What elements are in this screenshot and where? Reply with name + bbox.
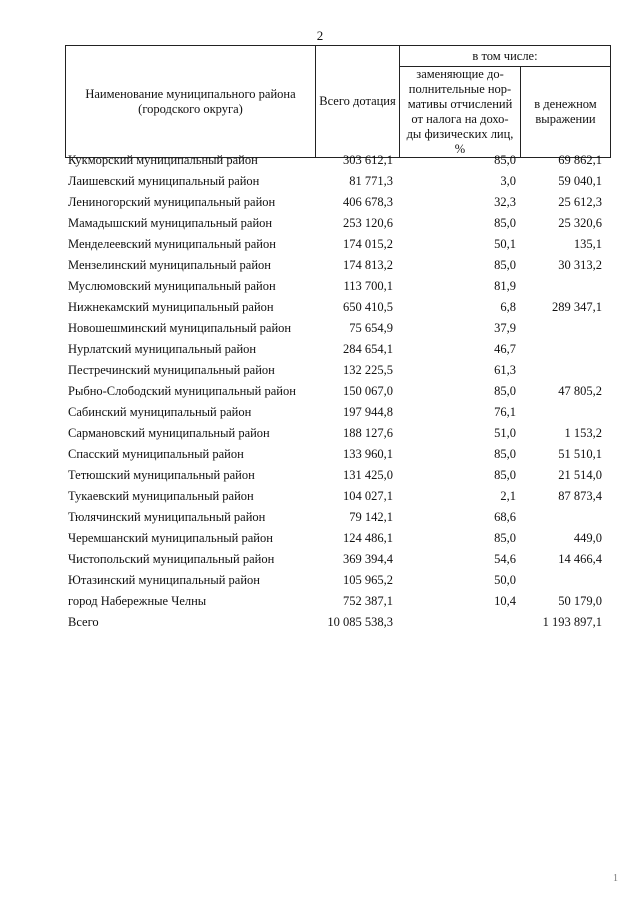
table-body bbox=[65, 150, 610, 633]
table-row bbox=[65, 423, 610, 444]
row-percent: 10,4 bbox=[494, 594, 516, 608]
row-total: 113 700,1 bbox=[343, 279, 393, 293]
row-total: 369 394,4 bbox=[343, 552, 393, 566]
table-row bbox=[65, 339, 610, 360]
row-name: Нижнекамский муниципальный район bbox=[68, 300, 274, 314]
row-name: Ютазинский муниципальный район bbox=[68, 573, 260, 587]
table-row bbox=[65, 507, 610, 528]
row-name: город Набережные Челны bbox=[68, 594, 207, 608]
row-money: 47 805,2 bbox=[558, 384, 602, 398]
row-total: 150 067,0 bbox=[343, 384, 393, 398]
row-total: 105 965,2 bbox=[343, 573, 393, 587]
table-row bbox=[65, 549, 610, 570]
header-sub1-column: заменяющие до- полнительные нор- мативы отчислений от налога на дохо- ды физических лиц, % bbox=[400, 67, 521, 158]
row-percent: 50,1 bbox=[494, 237, 516, 251]
table-row bbox=[65, 444, 610, 465]
row-total: 650 410,5 bbox=[343, 300, 393, 314]
row-money: 25 320,6 bbox=[558, 216, 602, 230]
margin-mark: 1 bbox=[613, 873, 618, 884]
row-total: 174 813,2 bbox=[343, 258, 393, 272]
row-percent: 6,8 bbox=[500, 300, 516, 314]
table-row bbox=[65, 192, 610, 213]
header-name-column: Наименование муниципального района (городского округа) bbox=[66, 46, 316, 158]
row-total: 174 015,2 bbox=[343, 237, 393, 251]
row-total: 133 960,1 bbox=[343, 447, 393, 461]
row-percent: 3,0 bbox=[500, 174, 516, 188]
row-money: 1 153,2 bbox=[564, 426, 602, 440]
header-total-column: Всего дотация bbox=[316, 46, 400, 158]
row-total: 10 085 538,3 bbox=[327, 615, 393, 629]
row-total: 132 225,5 bbox=[343, 363, 393, 377]
row-total: 131 425,0 bbox=[343, 468, 393, 482]
header-sub2-column: в денежном выражении bbox=[521, 67, 611, 158]
table-row bbox=[65, 360, 610, 381]
row-percent: 81,9 bbox=[494, 279, 516, 293]
row-percent: 68,6 bbox=[494, 510, 516, 524]
row-percent: 85,0 bbox=[494, 153, 516, 167]
row-percent: 85,0 bbox=[494, 258, 516, 272]
row-name: Муслюмовский муниципальный район bbox=[68, 279, 276, 293]
row-money: 51 510,1 bbox=[558, 447, 602, 461]
row-name: Лаишевский муниципальный район bbox=[68, 174, 260, 188]
row-percent: 85,0 bbox=[494, 531, 516, 545]
page-number: 2 bbox=[316, 28, 324, 43]
row-name: Сармановский муниципальный район bbox=[68, 426, 270, 440]
row-name: Пестречинский муниципальный район bbox=[68, 363, 275, 377]
row-money: 50 179,0 bbox=[558, 594, 602, 608]
row-name: Мензелинский муниципальный район bbox=[68, 258, 271, 272]
table-header bbox=[65, 45, 611, 158]
row-total: 253 120,6 bbox=[343, 216, 393, 230]
row-money: 25 612,3 bbox=[558, 195, 602, 209]
table-row bbox=[65, 318, 610, 339]
table-row bbox=[65, 570, 610, 591]
row-name: Новошешминский муниципальный район bbox=[68, 321, 292, 335]
row-money: 449,0 bbox=[573, 531, 602, 545]
table-row bbox=[65, 276, 610, 297]
row-name: Сабинский муниципальный район bbox=[68, 405, 252, 419]
row-name: Тукаевский муниципальный район bbox=[68, 489, 254, 503]
table-row bbox=[65, 297, 610, 318]
row-money: 59 040,1 bbox=[558, 174, 602, 188]
row-percent: 85,0 bbox=[494, 468, 516, 482]
row-name: Чистопольский муниципальный район bbox=[68, 552, 275, 566]
row-name: Кукморский муниципальный район bbox=[68, 153, 258, 167]
row-name: Нурлатский муниципальный район bbox=[68, 342, 257, 356]
row-total: 79 142,1 bbox=[349, 510, 393, 524]
row-money: 69 862,1 bbox=[558, 153, 602, 167]
table-row bbox=[65, 234, 610, 255]
row-name: Тюлячинский муниципальный район bbox=[68, 510, 266, 524]
table-row bbox=[65, 402, 610, 423]
row-percent: 46,7 bbox=[494, 342, 516, 356]
table-row bbox=[65, 486, 610, 507]
row-percent: 54,6 bbox=[494, 552, 516, 566]
row-name: Черемшанский муниципальный район bbox=[68, 531, 273, 545]
row-name: Тетюшский муниципальный район bbox=[68, 468, 255, 482]
row-name: Мамадышский муниципальный район bbox=[68, 216, 273, 230]
row-money: 289 347,1 bbox=[552, 300, 602, 314]
table-row-total bbox=[65, 612, 610, 633]
row-total: 752 387,1 bbox=[343, 594, 393, 608]
row-money: 135,1 bbox=[573, 237, 602, 251]
row-total: 104 027,1 bbox=[343, 489, 393, 503]
table-row bbox=[65, 591, 610, 612]
row-percent: 85,0 bbox=[494, 384, 516, 398]
row-total: 303 612,1 bbox=[343, 153, 393, 167]
table-row bbox=[65, 255, 610, 276]
row-name: Всего bbox=[68, 615, 99, 629]
row-total: 75 654,9 bbox=[349, 321, 393, 335]
row-total: 124 486,1 bbox=[343, 531, 393, 545]
row-money: 14 466,4 bbox=[558, 552, 602, 566]
row-money: 21 514,0 bbox=[558, 468, 602, 482]
row-total: 81 771,3 bbox=[349, 174, 393, 188]
table-row bbox=[65, 381, 610, 402]
row-percent: 32,3 bbox=[494, 195, 516, 209]
row-percent: 2,1 bbox=[500, 489, 516, 503]
table-row bbox=[65, 213, 610, 234]
row-percent: 76,1 bbox=[494, 405, 516, 419]
table-row bbox=[65, 465, 610, 486]
row-percent: 51,0 bbox=[494, 426, 516, 440]
row-money: 1 193 897,1 bbox=[542, 615, 602, 629]
row-total: 284 654,1 bbox=[343, 342, 393, 356]
row-money: 30 313,2 bbox=[558, 258, 602, 272]
row-total: 406 678,3 bbox=[343, 195, 393, 209]
table-row bbox=[65, 528, 610, 549]
header-including: в том числе: bbox=[400, 46, 611, 67]
table-row bbox=[65, 171, 610, 192]
row-name: Лениногорский муниципальный район bbox=[68, 195, 276, 209]
row-percent: 85,0 bbox=[494, 216, 516, 230]
row-money: 87 873,4 bbox=[558, 489, 602, 503]
row-percent: 85,0 bbox=[494, 447, 516, 461]
row-total: 188 127,6 bbox=[343, 426, 393, 440]
row-percent: 50,0 bbox=[494, 573, 516, 587]
row-percent: 37,9 bbox=[494, 321, 516, 335]
row-percent: 61,3 bbox=[494, 363, 516, 377]
row-total: 197 944,8 bbox=[343, 405, 393, 419]
row-name: Менделеевский муниципальный район bbox=[68, 237, 276, 251]
row-name: Рыбно-Слободский муниципальный район bbox=[68, 384, 296, 398]
row-name: Спасский муниципальный район bbox=[68, 447, 244, 461]
table-row bbox=[65, 150, 610, 171]
